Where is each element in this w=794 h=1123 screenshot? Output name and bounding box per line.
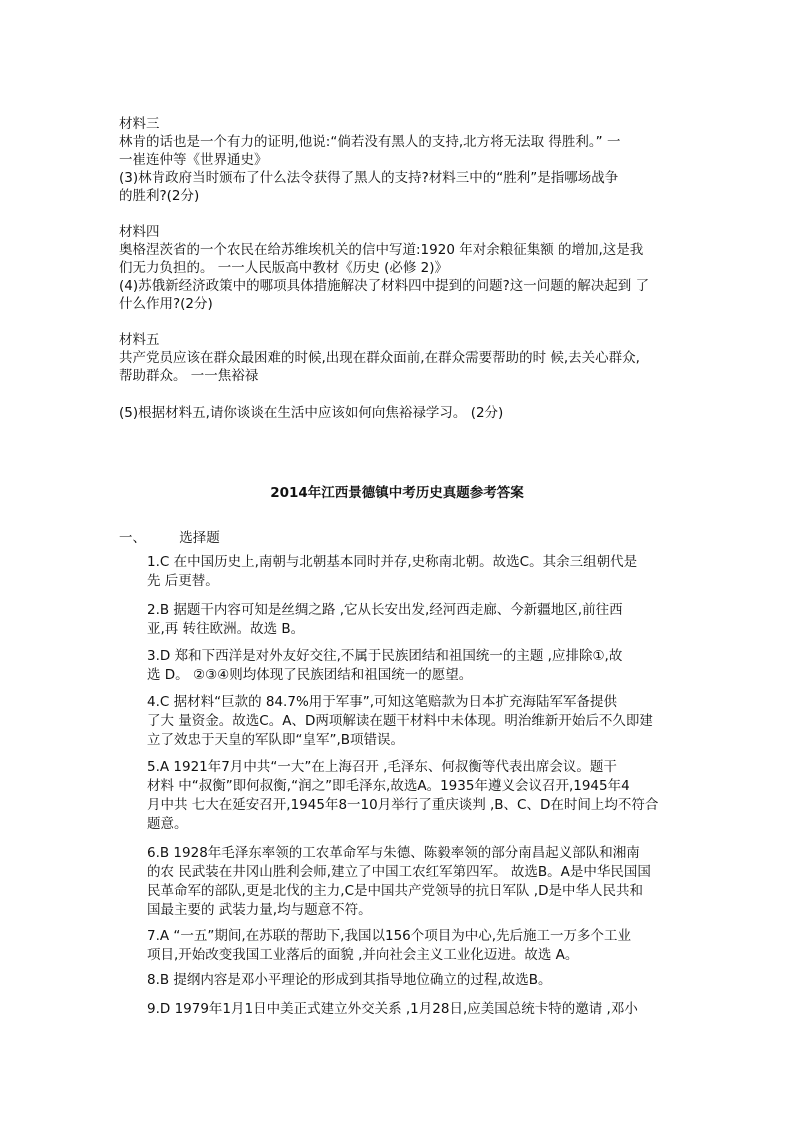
material-text-line: 一崔连仲等《世界通史》 xyxy=(119,152,268,168)
answer-item xyxy=(147,647,677,685)
answer-item xyxy=(147,553,677,591)
answer-line: 先 后更替。 xyxy=(147,573,219,589)
material-heading: 材料三 xyxy=(119,116,160,132)
question-line: (3)林肯政府当时颁布了什么法令获得了黑人的支持?材料三中的“胜利”是指哪场战争 xyxy=(119,170,619,186)
answer-item xyxy=(147,601,677,639)
answer-line: 立了效忠于天皇的军队即“皇军”,B项错误。 xyxy=(147,732,405,748)
answer-item xyxy=(147,971,677,990)
answer-line: 亚,再 转往欧洲。故选 B。 xyxy=(147,621,305,637)
material-text-line: 奥格涅茨省的一个农民在给苏维埃机关的信中写道:1920 年对余粮征集额 的增加,这是我 xyxy=(119,242,644,258)
answer-line: 6.B 1928年毛泽东率领的工农革命军与朱德、陈毅率领的部分南昌起义部队和湘南 xyxy=(147,845,640,861)
material-text-line: 帮助群众。 一一焦裕禄 xyxy=(119,368,259,384)
answer-line: 8.B 提纲内容是邓小平理论的形成到其指导地位确立的过程,故选B。 xyxy=(147,972,552,988)
question-line: 什么作用?(2分) xyxy=(119,296,213,312)
answer-line: 项目,开始改变我国工业落后的面貌 ,并向社会主义工业化迈进。故选 A。 xyxy=(147,947,579,963)
material-heading: 材料五 xyxy=(119,332,160,348)
answer-title: 2014年江西景德镇中考历史真题参考答案 xyxy=(270,485,524,501)
material-3 xyxy=(119,115,679,205)
material-heading: 材料四 xyxy=(119,224,160,240)
material-5-question xyxy=(119,404,679,422)
answer-item xyxy=(147,844,677,920)
question-line: 的胜利?(2分) xyxy=(119,188,200,204)
material-text-line: 林肯的话也是一个有力的证明,他说:“倘若没有黑人的支持,北方将无法取 得胜利。” 一 xyxy=(119,134,621,150)
answer-line: 月中共 七大在延安召开,1945年8一10月举行了重庆谈判 ,B、C、D在时间上均不符合 xyxy=(147,797,659,813)
material-text-line: 们无力负担的。 一一人民版高中教材《历史 (必修 2)》 xyxy=(119,260,448,276)
answer-line: 5.A 1921年7月中共“一大”在上海召开 ,毛泽东、何叔衡等代表出席会议。题干 xyxy=(147,759,617,775)
answer-item xyxy=(147,1000,677,1019)
question-line: (4)苏俄新经济政策中的哪项具体措施解决了材料四中提到的问题?这一问题的解决起到 了 xyxy=(119,278,650,294)
material-5 xyxy=(119,331,679,385)
answer-line: 7.A “一五”期间,在苏联的帮助下,我国以156个项目为中心,先后施工一万多个工业 xyxy=(147,928,632,944)
material-4 xyxy=(119,223,679,313)
answer-line: 9.D 1979年1月1日中美正式建立外交关系 ,1月28日,应美国总统卡特的邀请 ,邓小 xyxy=(147,1001,638,1017)
answer-line: 选 D。 ②③④则均体现了民族团结和祖国统一的愿望。 xyxy=(147,667,473,683)
answer-item xyxy=(147,693,677,750)
section-heading xyxy=(119,526,220,546)
answer-line: 3.D 郑和下西洋是对外友好交往,不属于民族团结和祖国统一的主题 ,应排除①,故 xyxy=(147,648,623,664)
material-text-line: 共产党员应该在群众最困难的时候,出现在群众面前,在群众需要帮助的时 候,去关心群众, xyxy=(119,350,640,366)
answer-line: 的农 民武装在井冈山胜利会师,建立了中国工农红军第四军。 故选B。A是中华民国国 xyxy=(147,864,651,880)
answer-line: 了大 量资金。故选C。A、D两项解读在题干材料中未体现。明治维新开始后不久即建 xyxy=(147,713,653,729)
answer-line: 材料 中“叔衡”即何叔衡,“润之”即毛泽东,故选A。1935年遵义会议召开,1945年4 xyxy=(147,778,630,794)
answer-line: 题意。 xyxy=(147,816,188,832)
answer-item xyxy=(147,758,677,834)
answer-line: 国最主要的 武装力量,均与题意不符。 xyxy=(147,902,372,918)
answer-item xyxy=(147,927,677,965)
question-line: (5)根据材料五,请你谈谈在生活中应该如何向焦裕禄学习。 (2分) xyxy=(119,405,504,421)
answer-line: 民革命军的部队,更是北伐的主力,C是中国共产党领导的抗日军队 ,D是中华人民共和 xyxy=(147,883,643,899)
section-number: 一、 xyxy=(119,530,146,546)
answer-line: 4.C 据材料“巨款的 84.7%用于军事”,可知这笔赔款为日本扩充海陆军军备提供 xyxy=(147,694,618,710)
answer-line: 2.B 据题干内容可知是丝绸之路 ,它从长安出发,经河西走廊、今新疆地区,前往西 xyxy=(147,602,623,618)
section-label: 选择题 xyxy=(179,530,220,546)
answer-line: 1.C 在中国历史上,南朝与北朝基本同时并存,史称南北朝。故选C。其余三组朝代是 xyxy=(147,554,638,570)
